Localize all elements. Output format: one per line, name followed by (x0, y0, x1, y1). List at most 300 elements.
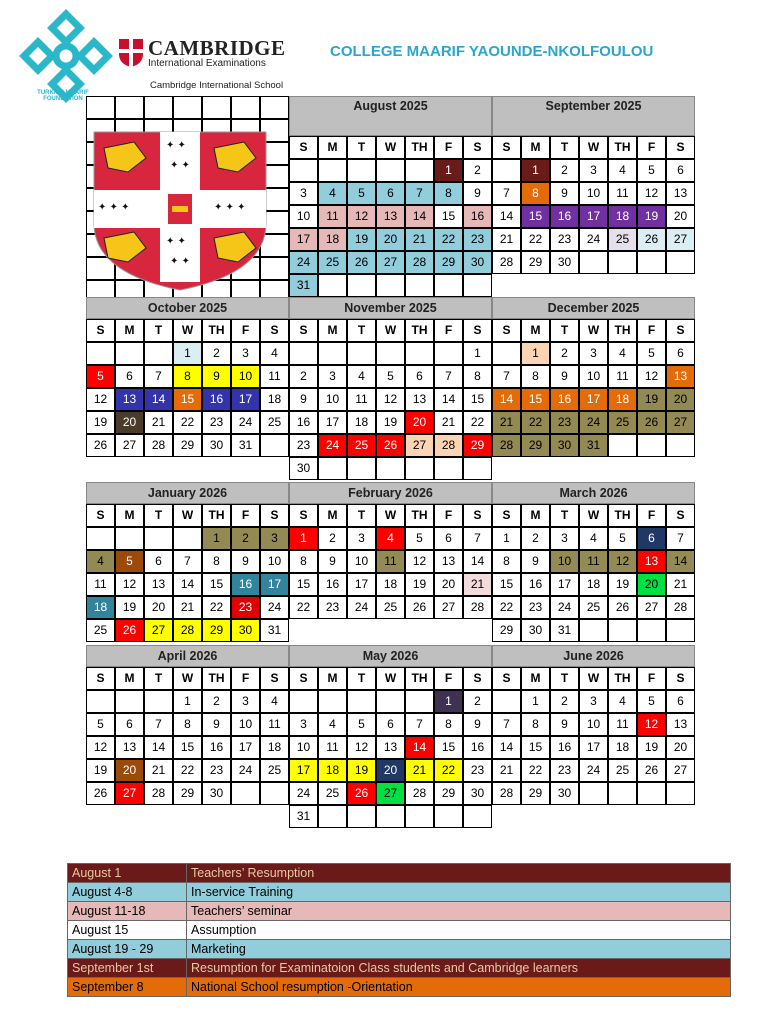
day-cell: 13 (144, 573, 173, 596)
svg-text:✦ ✦: ✦ ✦ (170, 160, 190, 171)
legend-event: Teachers’ seminar (187, 902, 731, 921)
blank-cell (405, 274, 434, 297)
blank-cell (318, 274, 347, 297)
day-cell: 16 (202, 388, 231, 411)
day-of-week-label: T (347, 319, 376, 342)
day-cell: 25 (318, 782, 347, 805)
day-cell: 19 (637, 205, 666, 228)
day-cell: 13 (405, 388, 434, 411)
day-cell: 15 (289, 573, 318, 596)
day-cell: 29 (434, 251, 463, 274)
day-cell: 28 (144, 434, 173, 457)
day-of-week-label: S (289, 136, 318, 159)
blank-cell (434, 805, 463, 828)
day-of-week-label: F (434, 319, 463, 342)
day-cell: 3 (231, 342, 260, 365)
blank-cell (202, 96, 231, 119)
legend-row (68, 902, 731, 921)
day-cell: 12 (608, 550, 637, 573)
day-cell: 21 (144, 411, 173, 434)
blank-cell (492, 159, 521, 182)
day-cell: 27 (666, 411, 695, 434)
day-cell: 4 (608, 159, 637, 182)
day-cell: 29 (492, 619, 521, 642)
blank-cell (115, 342, 144, 365)
day-of-week-label: W (579, 504, 608, 527)
day-cell: 27 (405, 434, 434, 457)
day-cell: 13 (376, 205, 405, 228)
day-cell: 19 (376, 411, 405, 434)
month-header: October 2025 (86, 297, 289, 319)
day-cell: 6 (666, 159, 695, 182)
day-cell: 29 (463, 434, 492, 457)
day-cell: 28 (405, 782, 434, 805)
day-cell: 8 (521, 365, 550, 388)
legend-event: In-service Training (187, 883, 731, 902)
day-cell: 21 (434, 411, 463, 434)
day-cell: 24 (318, 434, 347, 457)
blank-cell (608, 619, 637, 642)
day-cell: 11 (608, 365, 637, 388)
day-cell: 27 (666, 228, 695, 251)
day-cell: 20 (405, 411, 434, 434)
legend-event: Resumption for Examinatoion Class students and Cambridge learners (187, 959, 731, 978)
day-cell: 7 (666, 527, 695, 550)
day-of-week-label: TH (608, 319, 637, 342)
day-cell: 24 (289, 251, 318, 274)
day-cell: 24 (231, 411, 260, 434)
blank-cell (434, 342, 463, 365)
day-cell: 20 (434, 573, 463, 596)
blank-cell (405, 805, 434, 828)
day-of-week-label: TH (608, 504, 637, 527)
day-of-week-label: T (550, 504, 579, 527)
day-of-week-label: M (115, 667, 144, 690)
day-cell: 6 (434, 527, 463, 550)
day-cell: 6 (376, 713, 405, 736)
day-cell: 17 (231, 388, 260, 411)
blank-cell (637, 619, 666, 642)
blank-cell (434, 274, 463, 297)
blank-cell (376, 342, 405, 365)
blank-cell (318, 457, 347, 480)
day-cell: 22 (173, 759, 202, 782)
day-cell: 3 (579, 690, 608, 713)
day-cell: 30 (231, 619, 260, 642)
day-cell: 24 (347, 596, 376, 619)
day-cell: 26 (637, 411, 666, 434)
blank-cell (173, 527, 202, 550)
day-cell: 3 (579, 159, 608, 182)
blank-cell (463, 274, 492, 297)
day-cell: 3 (318, 365, 347, 388)
day-cell: 25 (376, 596, 405, 619)
day-cell: 27 (115, 434, 144, 457)
day-cell: 27 (637, 596, 666, 619)
day-cell: 22 (492, 596, 521, 619)
legend-date: August 11-18 (68, 902, 187, 921)
day-of-week-label: M (521, 319, 550, 342)
blank-cell (318, 342, 347, 365)
day-cell: 9 (550, 182, 579, 205)
month-header: May 2026 (289, 645, 492, 667)
day-cell: 1 (202, 527, 231, 550)
month-header: August 2025 (289, 96, 492, 136)
day-of-week-label: M (318, 319, 347, 342)
day-cell: 9 (463, 713, 492, 736)
day-cell: 29 (521, 782, 550, 805)
day-of-week-label: M (521, 504, 550, 527)
day-cell: 23 (289, 434, 318, 457)
day-cell: 30 (202, 434, 231, 457)
day-of-week-label: F (434, 504, 463, 527)
day-cell: 16 (521, 573, 550, 596)
day-cell: 25 (608, 759, 637, 782)
day-of-week-label: S (260, 667, 289, 690)
day-of-week-label: S (86, 319, 115, 342)
blank-cell (579, 619, 608, 642)
day-of-week-label: T (347, 667, 376, 690)
day-cell: 18 (579, 573, 608, 596)
day-cell: 10 (550, 550, 579, 573)
day-cell: 3 (289, 713, 318, 736)
day-cell: 1 (492, 527, 521, 550)
day-of-week-label: TH (405, 504, 434, 527)
day-cell: 23 (550, 759, 579, 782)
day-cell: 5 (637, 690, 666, 713)
day-cell: 19 (637, 388, 666, 411)
month-header: June 2026 (492, 645, 695, 667)
day-of-week-label: TH (405, 319, 434, 342)
day-cell: 27 (144, 619, 173, 642)
day-cell: 15 (521, 205, 550, 228)
day-cell: 25 (86, 619, 115, 642)
svg-text:✦ ✦: ✦ ✦ (166, 140, 186, 151)
day-cell: 7 (463, 527, 492, 550)
day-cell: 30 (463, 251, 492, 274)
day-of-week-label: F (637, 504, 666, 527)
day-cell: 12 (347, 736, 376, 759)
blank-cell (318, 805, 347, 828)
day-cell: 7 (405, 182, 434, 205)
blank-cell (376, 805, 405, 828)
day-cell: 4 (347, 365, 376, 388)
day-cell: 8 (434, 713, 463, 736)
day-cell: 9 (521, 550, 550, 573)
day-cell: 30 (202, 782, 231, 805)
cambridge-subtitle: International Examinations (148, 58, 266, 69)
day-cell: 3 (289, 182, 318, 205)
legend-row (68, 940, 731, 959)
day-of-week-label: S (463, 667, 492, 690)
day-cell: 2 (550, 342, 579, 365)
day-of-week-label: W (173, 504, 202, 527)
day-cell: 20 (115, 411, 144, 434)
day-cell: 2 (289, 365, 318, 388)
day-cell: 23 (231, 596, 260, 619)
day-cell: 11 (260, 365, 289, 388)
blank-cell (347, 274, 376, 297)
day-of-week-label: S (492, 319, 521, 342)
day-cell: 20 (144, 596, 173, 619)
day-cell: 2 (318, 527, 347, 550)
blank-cell (231, 782, 260, 805)
legend-date: August 1 (68, 864, 187, 883)
blank-cell (86, 96, 115, 119)
day-cell: 26 (608, 596, 637, 619)
day-of-week-label: S (492, 504, 521, 527)
blank-cell (231, 96, 260, 119)
day-cell: 28 (434, 434, 463, 457)
svg-text:✦ ✦: ✦ ✦ (166, 236, 186, 247)
day-cell: 6 (637, 527, 666, 550)
day-cell: 29 (173, 434, 202, 457)
svg-text:✦ ✦ ✦: ✦ ✦ ✦ (214, 202, 246, 213)
day-cell: 11 (318, 205, 347, 228)
day-cell: 14 (434, 388, 463, 411)
day-cell: 1 (173, 342, 202, 365)
day-cell: 17 (318, 411, 347, 434)
svg-text:✦ ✦: ✦ ✦ (170, 256, 190, 267)
day-cell: 18 (608, 205, 637, 228)
day-of-week-label: S (666, 667, 695, 690)
day-cell: 12 (637, 713, 666, 736)
day-cell: 31 (289, 274, 318, 297)
day-cell: 2 (202, 342, 231, 365)
day-of-week-label: TH (405, 136, 434, 159)
day-cell: 22 (463, 411, 492, 434)
day-cell: 8 (173, 713, 202, 736)
legend-row (68, 921, 731, 940)
day-of-week-label: S (289, 319, 318, 342)
day-cell: 2 (202, 690, 231, 713)
day-cell: 3 (579, 342, 608, 365)
day-cell: 16 (231, 573, 260, 596)
day-cell: 6 (115, 713, 144, 736)
blank-cell (376, 457, 405, 480)
day-cell: 12 (86, 388, 115, 411)
day-cell: 1 (289, 527, 318, 550)
day-of-week-label: T (550, 667, 579, 690)
day-of-week-label: S (260, 319, 289, 342)
day-cell: 12 (347, 205, 376, 228)
day-cell: 16 (463, 736, 492, 759)
blank-cell (173, 96, 202, 119)
blank-cell (463, 457, 492, 480)
blank-cell (637, 251, 666, 274)
day-cell: 26 (86, 782, 115, 805)
day-cell: 1 (434, 159, 463, 182)
day-cell: 16 (289, 411, 318, 434)
blank-cell (434, 457, 463, 480)
blank-cell (289, 159, 318, 182)
blank-cell (115, 690, 144, 713)
day-cell: 2 (550, 690, 579, 713)
day-cell: 4 (86, 550, 115, 573)
day-cell: 8 (463, 365, 492, 388)
day-cell: 23 (202, 759, 231, 782)
day-of-week-label: S (492, 136, 521, 159)
day-cell: 4 (608, 342, 637, 365)
blank-cell (289, 690, 318, 713)
day-cell: 18 (376, 573, 405, 596)
day-of-week-label: S (463, 319, 492, 342)
day-of-week-label: TH (405, 667, 434, 690)
day-of-week-label: TH (202, 667, 231, 690)
day-of-week-label: S (289, 504, 318, 527)
day-cell: 14 (492, 205, 521, 228)
day-cell: 26 (347, 251, 376, 274)
blank-cell (492, 690, 521, 713)
day-cell: 2 (463, 159, 492, 182)
day-of-week-label: F (231, 667, 260, 690)
blank-cell (144, 690, 173, 713)
day-cell: 12 (376, 388, 405, 411)
day-cell: 9 (202, 713, 231, 736)
day-cell: 24 (289, 782, 318, 805)
day-cell: 12 (637, 182, 666, 205)
day-of-week-label: T (144, 667, 173, 690)
day-cell: 13 (376, 736, 405, 759)
month-header: April 2026 (86, 645, 289, 667)
cambridge-school: Cambridge International School (150, 80, 284, 91)
day-cell: 26 (86, 434, 115, 457)
day-of-week-label: W (376, 319, 405, 342)
day-cell: 12 (115, 573, 144, 596)
day-cell: 5 (405, 527, 434, 550)
day-cell: 9 (318, 550, 347, 573)
day-cell: 21 (144, 759, 173, 782)
day-cell: 5 (86, 713, 115, 736)
day-cell: 9 (202, 365, 231, 388)
svg-text:✦ ✦ ✦: ✦ ✦ ✦ (98, 202, 130, 213)
university-crest (90, 128, 270, 293)
day-of-week-label: M (115, 319, 144, 342)
day-cell: 1 (463, 342, 492, 365)
day-cell: 7 (492, 713, 521, 736)
day-cell: 28 (666, 596, 695, 619)
day-cell: 24 (231, 759, 260, 782)
day-cell: 21 (173, 596, 202, 619)
legend-date: September 1st (68, 959, 187, 978)
day-cell: 23 (521, 596, 550, 619)
day-cell: 14 (405, 736, 434, 759)
day-cell: 28 (173, 619, 202, 642)
day-cell: 26 (347, 782, 376, 805)
day-cell: 14 (666, 550, 695, 573)
day-cell: 14 (173, 573, 202, 596)
day-cell: 24 (579, 228, 608, 251)
day-cell: 22 (434, 759, 463, 782)
day-cell: 28 (492, 434, 521, 457)
blank-cell (144, 527, 173, 550)
day-cell: 27 (434, 596, 463, 619)
day-cell: 21 (492, 411, 521, 434)
day-cell: 18 (318, 228, 347, 251)
day-cell: 29 (521, 251, 550, 274)
day-cell: 10 (260, 550, 289, 573)
day-of-week-label: F (637, 319, 666, 342)
legend-date: September 8 (68, 978, 187, 997)
legend-event: National School resumption -Orientation (187, 978, 731, 997)
day-of-week-label: F (637, 136, 666, 159)
day-cell: 17 (550, 573, 579, 596)
day-cell: 31 (260, 619, 289, 642)
day-cell: 2 (521, 527, 550, 550)
day-cell: 11 (347, 388, 376, 411)
day-cell: 4 (608, 690, 637, 713)
day-cell: 11 (260, 713, 289, 736)
day-of-week-label: S (666, 504, 695, 527)
day-cell: 13 (637, 550, 666, 573)
day-cell: 14 (492, 736, 521, 759)
legend-date: August 15 (68, 921, 187, 940)
day-of-week-label: T (144, 504, 173, 527)
day-of-week-label: F (637, 667, 666, 690)
day-of-week-label: W (376, 136, 405, 159)
day-cell: 18 (86, 596, 115, 619)
day-cell: 10 (289, 736, 318, 759)
day-cell: 1 (521, 342, 550, 365)
blank-cell (405, 342, 434, 365)
day-of-week-label: T (347, 136, 376, 159)
day-cell: 8 (492, 550, 521, 573)
day-cell: 23 (463, 759, 492, 782)
day-cell: 21 (463, 573, 492, 596)
day-cell: 20 (115, 759, 144, 782)
day-cell: 26 (637, 759, 666, 782)
blank-cell (637, 782, 666, 805)
day-cell: 7 (144, 713, 173, 736)
day-cell: 5 (115, 550, 144, 573)
day-cell: 23 (318, 596, 347, 619)
blank-cell (666, 434, 695, 457)
day-cell: 28 (463, 596, 492, 619)
day-cell: 10 (318, 388, 347, 411)
day-cell: 30 (289, 457, 318, 480)
blank-cell (86, 342, 115, 365)
day-cell: 4 (260, 690, 289, 713)
day-cell: 19 (405, 573, 434, 596)
day-cell: 12 (637, 365, 666, 388)
day-cell: 22 (173, 411, 202, 434)
day-cell: 15 (521, 736, 550, 759)
school-name: COLLEGE MAARIF YAOUNDE-NKOLFOULOU (330, 43, 654, 60)
day-cell: 17 (289, 228, 318, 251)
day-cell: 22 (434, 228, 463, 251)
day-cell: 13 (666, 713, 695, 736)
day-cell: 7 (405, 713, 434, 736)
day-cell: 25 (260, 759, 289, 782)
day-cell: 3 (231, 690, 260, 713)
month-header: March 2026 (492, 482, 695, 504)
day-of-week-label: F (231, 319, 260, 342)
blank-cell (86, 527, 115, 550)
day-of-week-label: T (144, 319, 173, 342)
day-of-week-label: S (86, 667, 115, 690)
legend-row (68, 978, 731, 997)
day-cell: 3 (347, 527, 376, 550)
day-cell: 31 (231, 434, 260, 457)
day-cell: 14 (463, 550, 492, 573)
day-cell: 10 (579, 365, 608, 388)
day-cell: 8 (173, 365, 202, 388)
day-cell: 8 (202, 550, 231, 573)
day-cell: 17 (347, 573, 376, 596)
day-cell: 20 (376, 759, 405, 782)
day-cell: 13 (666, 365, 695, 388)
day-cell: 28 (144, 782, 173, 805)
